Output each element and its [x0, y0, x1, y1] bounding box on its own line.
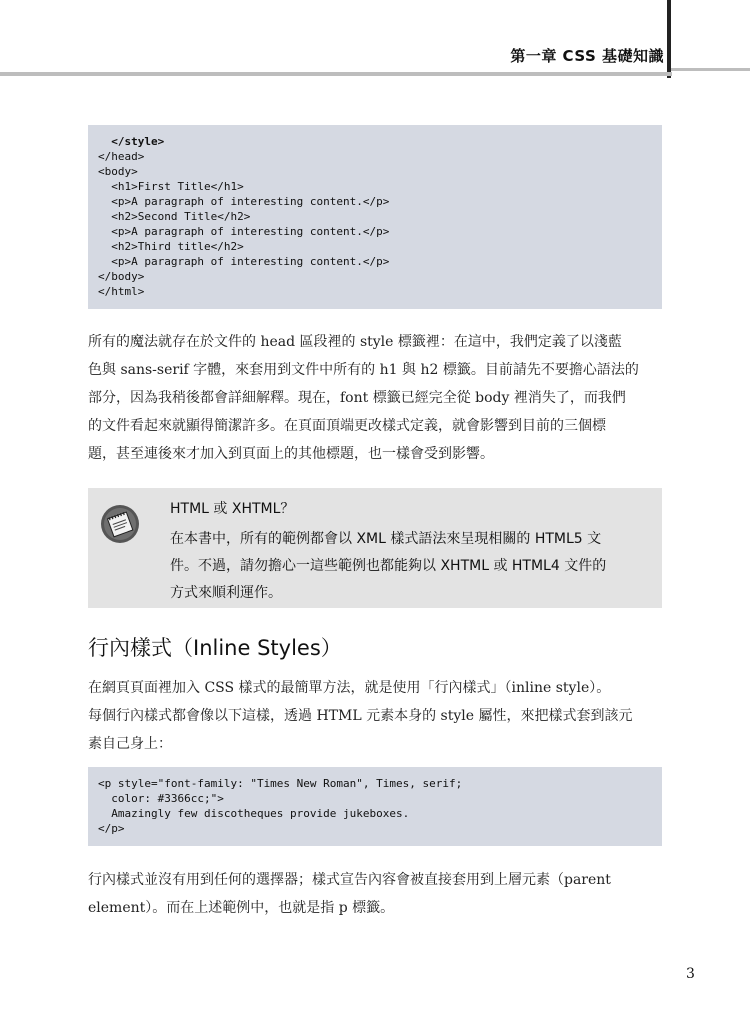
- page-number: 3: [686, 966, 695, 982]
- code-line: </html>: [98, 285, 145, 298]
- code-line: </body>: [98, 270, 145, 283]
- notepad-icon: [100, 504, 140, 544]
- note-line: 件。不過，請勿擔心一這些範例也都能夠以 XHTML 或 HTML4 文件的: [170, 558, 607, 574]
- code-line: <p style="font-family: "Times New Roman", Times, serif;: [98, 777, 463, 790]
- paragraph-line: 行內樣式並沒有用到任何的選擇器；樣式宣告內容會被直接套用到上層元素（parent: [88, 872, 611, 888]
- paragraph-line: element）。而在上述範例中，也就是指 p 標籤。: [88, 900, 395, 916]
- note-body: [170, 526, 648, 607]
- code-line: color: #3366cc;">: [98, 792, 224, 805]
- code-line: <p>A paragraph of interesting content.</p>: [98, 225, 390, 238]
- paragraph-line: 所有的魔法就存在於文件的 head 區段裡的 style 標籤裡：在這中，我們定義了以淺藍: [88, 334, 622, 350]
- code-line: <h1>First Title</h1>: [98, 180, 244, 193]
- paragraph-line: 部分，因為我稍後都會詳細解釋。現在，font 標籤已經完全從 body 裡消失了，而我們: [88, 390, 626, 406]
- header-rule: [0, 72, 672, 76]
- chapter-title: 第一章 CSS 基礎知識: [510, 47, 664, 65]
- paragraph-line: 在網頁頁面裡加入 CSS 樣式的最簡單方法，就是使用「行內樣式」（inline style）。: [88, 680, 611, 696]
- paragraph-line: 每個行內樣式都會像以下這樣，透過 HTML 元素本身的 style 屬性，來把樣式套到該元: [88, 708, 633, 724]
- code-line: <h2>Second Title</h2>: [98, 210, 251, 223]
- paragraph-line: 的文件看起來就顯得簡潔許多。在頁面頂端更改樣式定義，就會影響到目前的三個標: [88, 418, 606, 434]
- body-paragraph-head-section: [88, 328, 664, 468]
- paragraph-line: 素自己身上：: [88, 736, 172, 752]
- code-block-inline-style: [88, 767, 662, 846]
- note-box: [88, 488, 662, 608]
- code-block-html-document: [88, 125, 662, 309]
- code-line: Amazingly few discotheques provide jukeboxes.: [98, 807, 410, 820]
- code-line: </p>: [98, 822, 125, 835]
- body-paragraph-selectors: [88, 866, 664, 922]
- header-vertical-bar: [667, 0, 671, 78]
- paragraph-line: 色與 sans-serif 字體，來套用到文件中所有的 h1 與 h2 標籤。目前請先不要擔心語法的: [88, 362, 639, 378]
- note-title: HTML 或 XHTML？: [170, 501, 295, 517]
- paragraph-line: 題，甚至連後來才加入到頁面上的其他標題，也一樣會受到影響。: [88, 446, 494, 462]
- note-line: 方式來順利運作。: [170, 585, 282, 601]
- code-line: <h2>Third title</h2>: [98, 240, 244, 253]
- body-paragraph-inline-styles: [88, 674, 664, 758]
- section-heading-inline-styles: 行內樣式（Inline Styles）: [88, 636, 342, 660]
- code-line: </style>: [98, 135, 165, 148]
- code-line: <p>A paragraph of interesting content.</p>: [98, 195, 390, 208]
- code-line: <body>: [98, 165, 138, 178]
- header-side-rule: [671, 68, 750, 71]
- code-line: </head>: [98, 150, 145, 163]
- code-line: <p>A paragraph of interesting content.</p>: [98, 255, 390, 268]
- note-line: 在本書中，所有的範例都會以 XML 樣式語法來呈現相關的 HTML5 文: [170, 531, 602, 547]
